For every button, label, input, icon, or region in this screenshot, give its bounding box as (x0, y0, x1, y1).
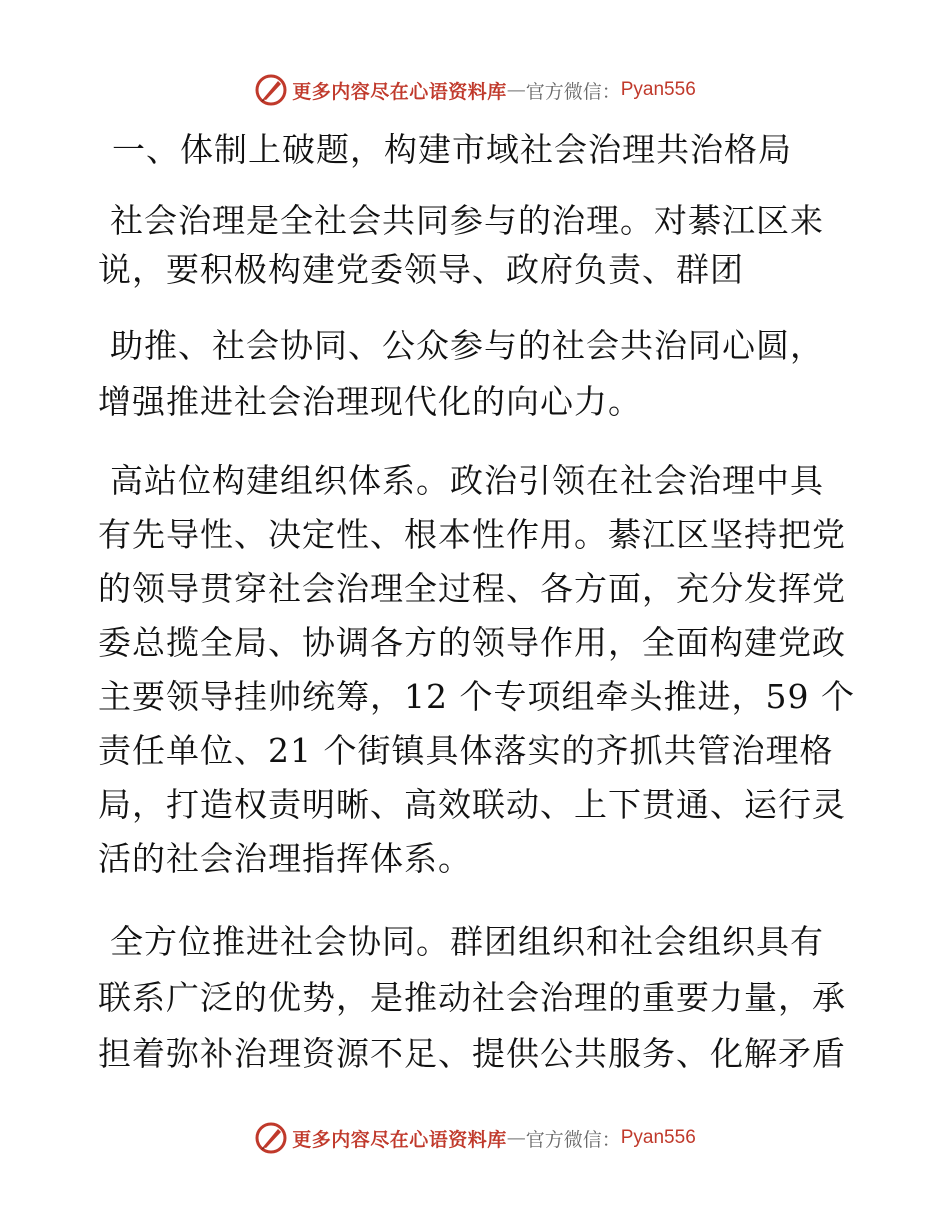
paragraph-line: 增强推进社会治理现代化的向心力。 (98, 382, 642, 421)
paragraph-line: 有先导性、决定性、根本性作用。綦江区坚持把党 (98, 515, 846, 554)
paragraph-line: 的领导贯穿社会治理全过程、各方面，充分发挥党 (98, 569, 846, 608)
paragraph-1 (98, 196, 858, 294)
paragraph-line: 局，打造权责明晰、高效联动、上下贯通、运行灵 (98, 785, 846, 824)
paragraph-line: 联系广泛的优势，是推动社会治理的重要力量，承 (98, 978, 846, 1017)
watermark-wechat-id: Pyan556 (620, 79, 696, 100)
paragraph-line: 高站位构建组织体系。政治引领在社会治理中具 (110, 461, 824, 500)
paragraph-line: 主要领导挂帅统筹，12 个专项组牵头推进，59 个 (98, 677, 855, 716)
watermark-separator: — (506, 79, 526, 101)
paragraph-line: 委总揽全局、协调各方的领导作用，全面构建党政 (98, 623, 846, 662)
paragraph-4 (98, 914, 858, 1082)
paragraph-line: 社会治理是全社会共同参与的治理。对綦江区来 (110, 201, 824, 240)
watermark-brand: 更多内容尽在心语资料库 (292, 1128, 507, 1151)
watermark-brand: 更多内容尽在心语资料库 (292, 80, 507, 103)
paragraph-line: 担着弥补治理资源不足、提供公共服务、化解矛盾 (98, 1034, 846, 1073)
watermark-wechat-id: Pyan556 (620, 1127, 696, 1148)
watermark-banner-top (0, 70, 950, 110)
paragraph-line: 助推、社会协同、公众参与的社会共治同心圆， (110, 326, 824, 365)
paragraph-line: 说，要积极构建党委领导、政府负责、群团 (98, 250, 744, 289)
paragraph-line: 责任单位、21 个街镇具体落实的齐抓共管治理格 (98, 731, 834, 770)
section-heading: 一、体制上破题，构建市域社会治理共治格局 (112, 130, 792, 169)
paragraph-line: 活的社会治理指挥体系。 (98, 839, 472, 878)
paragraph-line: 全方位推进社会协同。群团组织和社会组织具有 (110, 922, 824, 961)
document-body (98, 118, 858, 1082)
quill-pen-logo-icon (254, 73, 288, 107)
watermark-separator: — (506, 1127, 526, 1149)
watermark-wechat-label: 官方微信： (525, 1128, 621, 1151)
paragraph-3 (98, 454, 858, 886)
quill-pen-logo-icon (254, 1121, 288, 1155)
paragraph-2 (98, 318, 858, 430)
watermark-wechat-label: 官方微信： (525, 80, 621, 103)
watermark-banner-bottom (0, 1118, 950, 1158)
